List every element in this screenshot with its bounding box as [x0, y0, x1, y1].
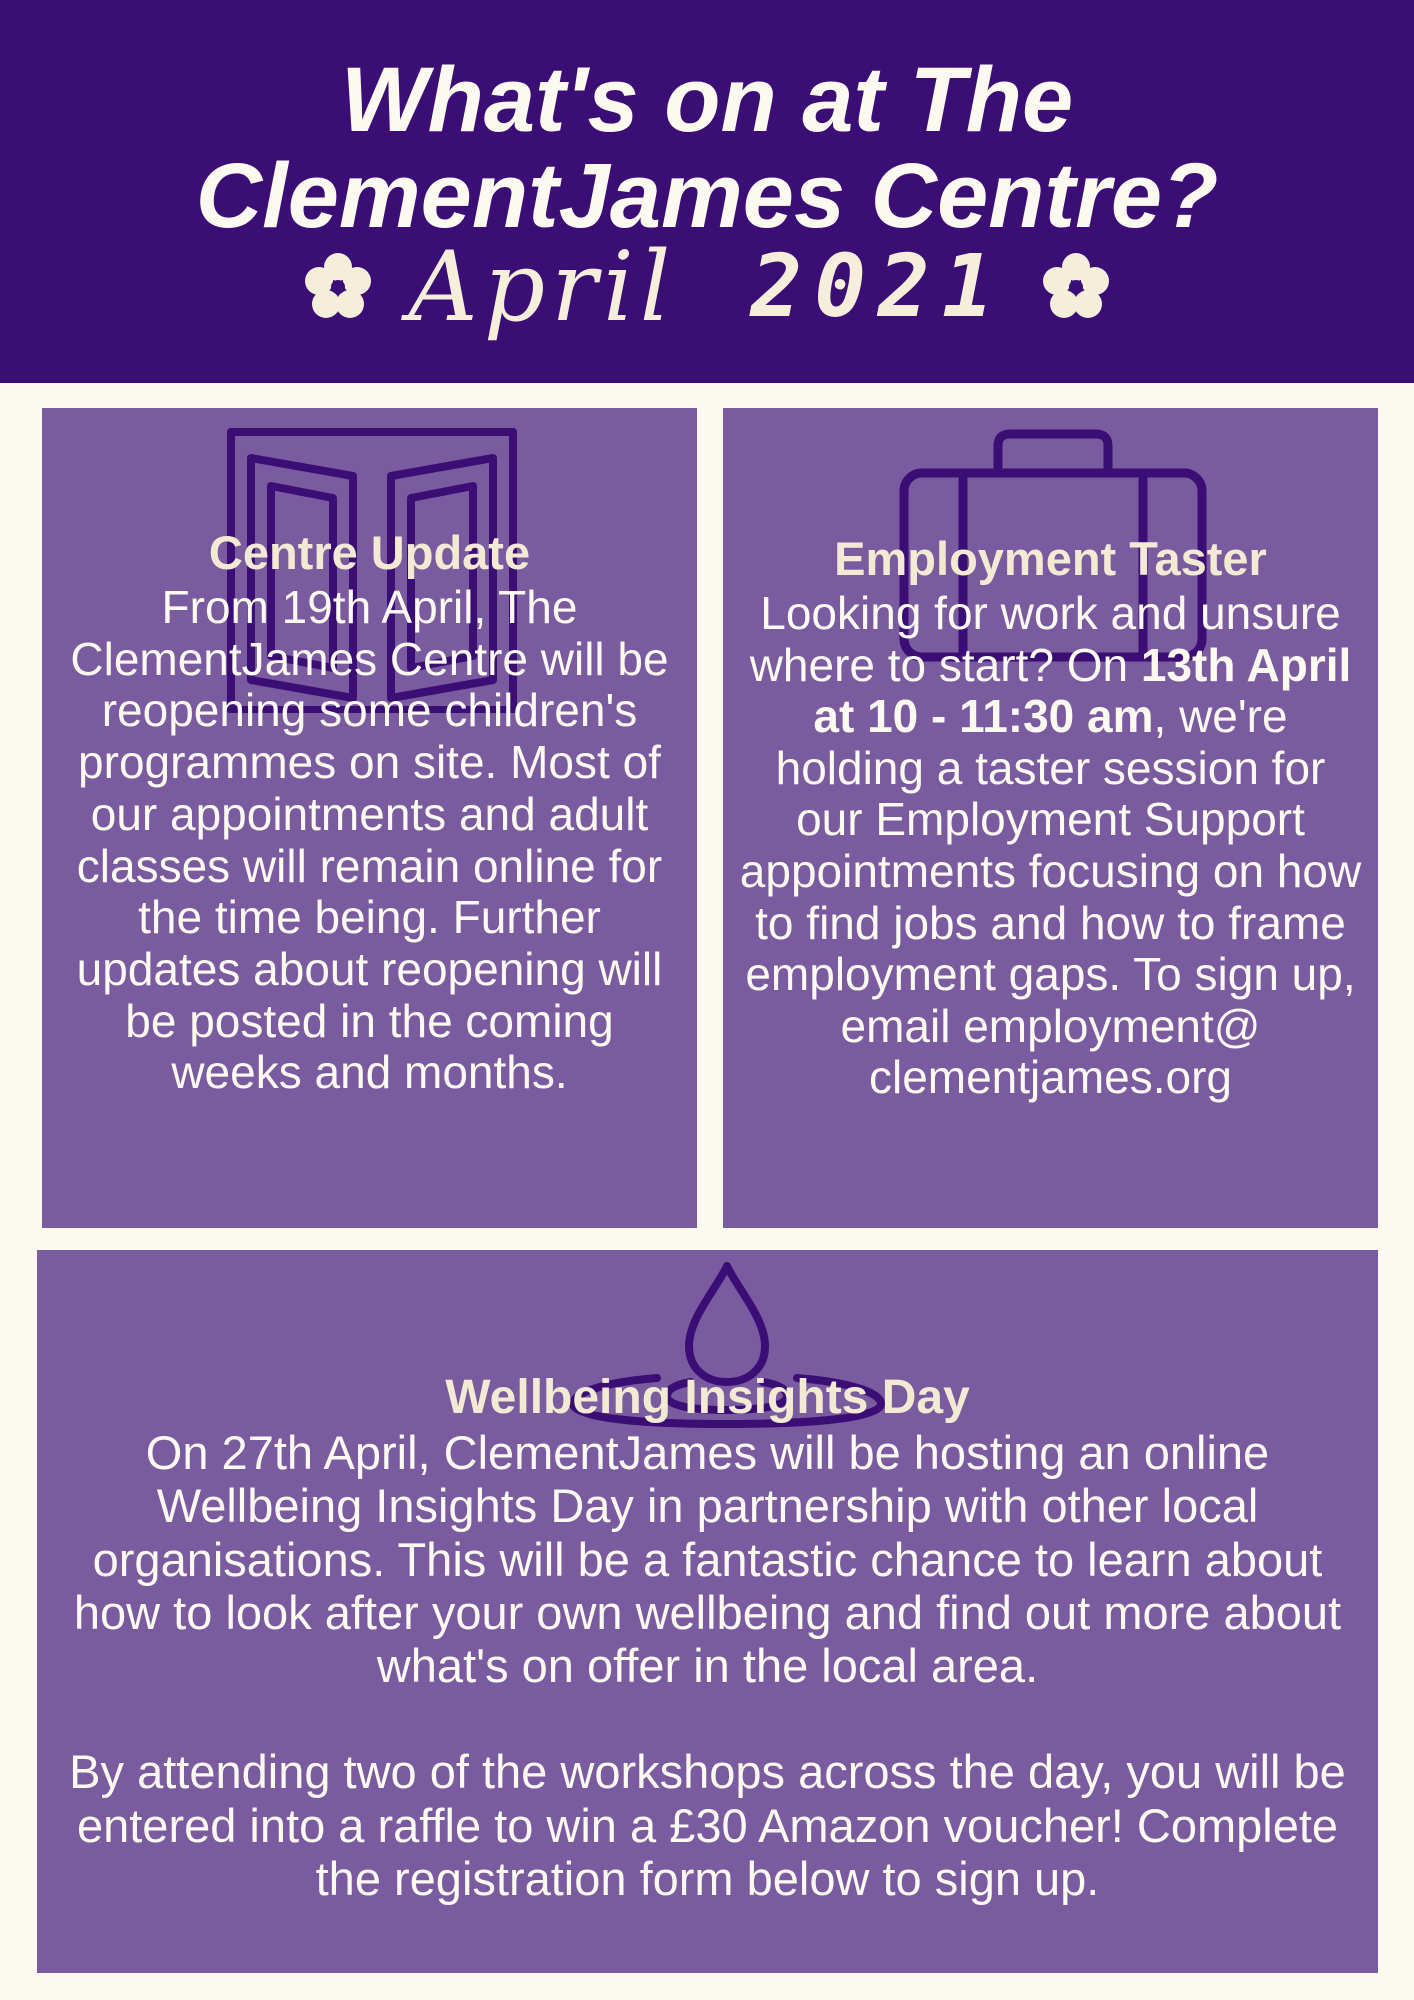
employment-taster-body	[738, 588, 1363, 1104]
date-line	[0, 232, 1414, 342]
title-line-1: What's on at The	[340, 49, 1074, 151]
wellbeing-insights-panel	[37, 1250, 1378, 1973]
wellbeing-insights-text	[45, 1370, 1370, 1905]
centre-update-text	[62, 524, 677, 1099]
centre-update-heading: Centre Update	[208, 526, 531, 579]
flower-icon	[1040, 251, 1112, 323]
employment-session-date: 13th April at 10 - 11:30 am	[813, 638, 1352, 743]
month-label: April	[408, 231, 677, 343]
header-banner	[0, 0, 1414, 383]
employment-body-part-2: , we're holding a taster session for our Employment Support appointments focusing on how to find jobs and how to frame employment gaps. To sign up, email employment@ clementjames.org	[739, 690, 1362, 1104]
year-label: 2021	[750, 237, 1006, 337]
centre-update-body: From 19th April, The ClementJames Centre will be reopening some children's programmes on site. Most of our appointments and adult classes will remain online for the time being. Further updates about reopening will be posted in the coming weeks and months.	[70, 581, 669, 1099]
flower-icon	[302, 251, 374, 323]
page-title	[0, 49, 1414, 247]
employment-body-part-1: Looking for work and unsure where to start? On	[749, 587, 1341, 691]
employment-taster-panel	[723, 408, 1378, 1228]
paragraph-spacer	[45, 1692, 1370, 1745]
wellbeing-paragraph-2: By attending two of the workshops across the day, you will be entered into a raffle to win a £30 Amazon voucher! Complete the registration form below to sign up.	[69, 1745, 1346, 1906]
wellbeing-insights-heading: Wellbeing Insights Day	[445, 1371, 970, 1424]
employment-taster-text	[738, 530, 1363, 1104]
centre-update-panel	[42, 408, 697, 1228]
wellbeing-paragraph-1: On 27th April, ClementJames will be hosting an online Wellbeing Insights Day in partnership with other local organisations. This will be a fantastic chance to learn about how to look after your own wellbeing and find out more about what's on offer in the local area.	[73, 1426, 1342, 1693]
employment-taster-heading: Employment Taster	[834, 532, 1267, 585]
title-line-2: ClementJames Centre?	[195, 145, 1219, 247]
